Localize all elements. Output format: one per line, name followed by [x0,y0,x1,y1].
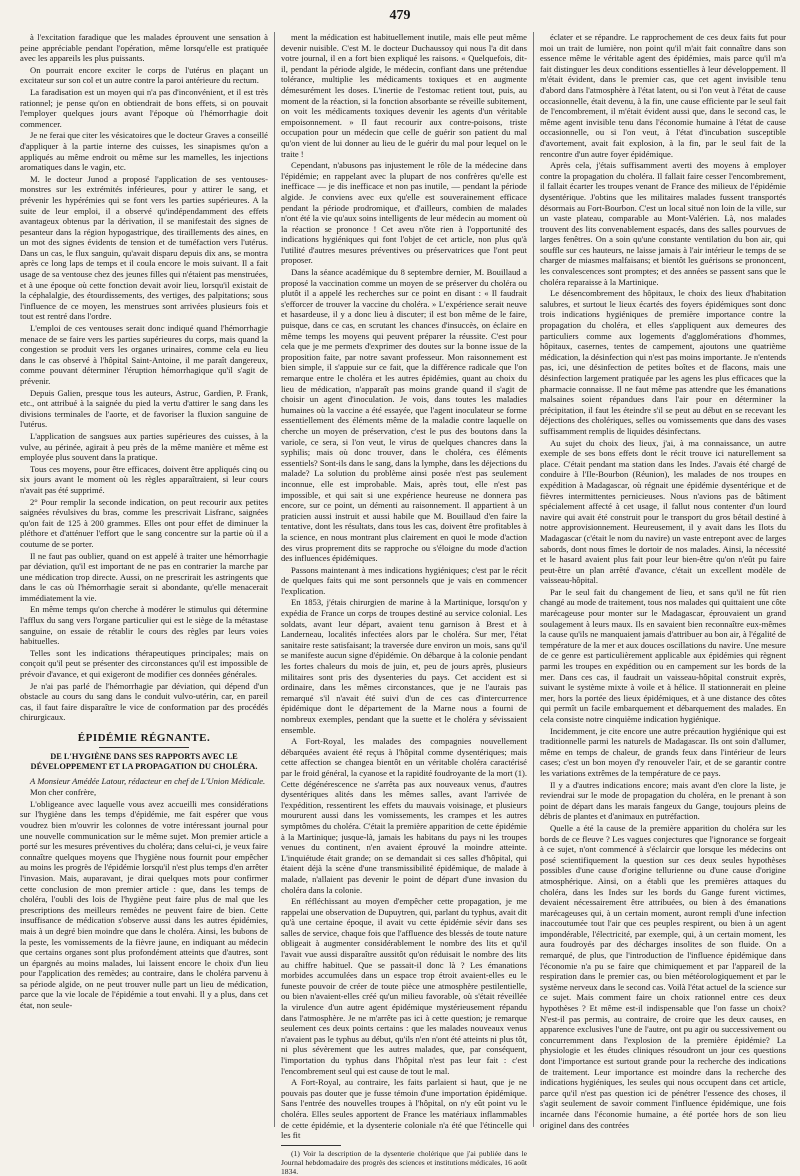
footnote-divider [281,1145,341,1146]
paragraph: A Fort-Royal, au contraire, les faits parlaient si haut, que je ne pouvais pas douter que je fusse témoin d'une importation épidémique. Sans l'entrée des nouvelles troupes à l'hôpital, on n'y eût point vu le choléra. Elles seules apportent de France les matériaux inflammables de cette épidémie, et la dysenterie coloniale n'a été que l'étincelle qui les fit [281,1077,527,1141]
paragraph: L'obligeance avec laquelle vous avez accueilli mes considérations sur l'hygiène dans les temps d'épidémie, me fait espérer que vous voudrez bien m'ouvrir les colonnes de votre intéressant journal pour une nouvelle communication sur le même sujet. Mon premier article a porté sur les mesures préventives du choléra; dans celui-ci, je veux faire connaître quelques moyens que l'hygiène nous fournit pour empêcher au moins les progrès de l'épidémie lorsqu'il n'est plus temps d'en arrêter l'invasion. Mais, auparavant, je dirai quelques mots pour confirmer cette conclusion de mon premier article : que, dans les temps de choléra, l'oubli des lois de l'hygiène peut faire plus de mal que les prescriptions des meilleurs remèdes ne peuvent faire de bien. Cette insuffisance de médication s'observe aussi dans les autres épidémies, mais à un degré bien moindre que dans le choléra. Ainsi, les bubons de la peste, les vomissements de la fièvre jaune, en indiquant au médecin que certains organes sont plus profondément atteints que d'autres, sont un épargnés au moins malades, lui laissent encore le choix d'un lieu pour l'application des remèdes; au contraire, dans le choléra parvenu à sa période algide, on ne peut trouver nulle part un lieu de médication, parce que la vie locale de l'épidémie a tout envahi. Il y a plus, dans cet état, non seule- [20,798,268,1011]
right-paragraphs [540,32,786,1130]
paragraph: Au sujet du choix des lieux, j'ai, à ma connaissance, un autre exemple de ses bons effets dont le récit trouve ici naturellement sa place. C'était pendant ma station dans les Indes. J'avais été chargé de conduire à l'Ile-Bourbon (Réunion), les malades de nos troupes en expédition à Madagascar, où régnait une épidémie dysentérique et de fièvres intermittentes pernicieuses. Nous n'avions pas de bâtiment spécialement affecté à cet usage, il fallut nous contenter d'un lourd navire qui avait été construit pour le transport du gros bétail destiné à notre approvisionnement. Heureusement, il y avait dans les Ilots du Madagascar (c'était le nom du navire) un vaste entrepont avec de larges sabords, dont nous fîmes le dortoir de nos malades. Ainsi, la nécessité et le hasard avaient plus fait pour leur bien-être qu'on n'eût pu faire peut-être un plan arrêté d'avance, c'était un excellent modèle de vaisseau-hôpital. [540,437,786,586]
page-number: 479 [389,8,411,23]
column-divider [274,32,275,1127]
salutation: Mon cher confrère, [30,787,97,798]
paragraph: Dans la séance académique du 8 septembre dernier, M. Bouillaud a proposé la vaccination comme un moyen de se préserver du choléra ou plutôt il a appelé les recherches sur ce point en disant : « Il faudrait s'efforcer de trouver la vaccine du choléra. » L'expérience serait neuve et hasardeuse, il y a donc lieu à discuter; il est bon même de le faire, puisque, dans ce cas, en scrutant les chances d'insuccès, on éclaire en même temps les moyens qui peuvent préparer la réussite. C'est pour cela que je me permets d'exprimer des doutes sur la bonne issue de la proposition faite, par notre savant professeur. Mon raisonnement est bien simple, il s'appuie sur ce fait, que la différence radicale que l'on remarque entre le choléra et les autres épidémies, quant au choix du lieu de médication, n'apparaît pas moins grande quand il s'agit de choisir un agent d'inoculation. Je vois, dans toutes les maladies humaines où la vaccine a été essayée, que l'agent inoculateur se forme essentiellement des éléments même de la maladie contre laquelle on cherche un moyen de préservation, c'est le pus des boutons dans la variole, ce sera, si l'on veut, le virus de quelques chancres dans la syphilis; mais où donc trouver, dans le choléra, ces éléments essentiels? Sont-ils dans le sang, dans la lymphe, dans les déjections du malade? La solution du problème ainsi posée n'est pas seulement inconnue, elle est improbable. Mais, après tout, elle n'est pas impossible, et qui sait si une expérience heureuse ne donnera pas encore, sur ce point, un démenti au raisonnement. Il appartient à un praticien aussi instruit et aussi habile que M. Bouillaud d'en faire la tentative, dont les résultats, dans tous les cas, doivent être profitables à la science, en nous montrant plus clairement en quoi le mode d'action des virus proprement dits se rapproche ou s'éloigne du mode d'action des influences épidémiques. [281,267,527,564]
paragraph: En 1853, j'étais chirurgien de marine à la Martinique, lorsqu'on y expédia de France un corps de troupes destiné au service colonial. Les soldats, avant leur départ, avaient tenu garnison à Brest et à Landerneau, localités infectées alors par le choléra. Sur mer, l'état sanitaire reste satisfaisant; la traversée dure environ un mois, sans qu'il se manifeste aucun signe d'épidémie. On débarque à la colonie pendant les fortes chaleurs du mois de juin, et, peu de jours après, plusieurs militaires sont pris des dysenteries du pays. Cet accident est si ordinaire, dans les mêmes circonstances, que je ne l'aurais pas remarqué s'il n'avait été suivi d'un de ces cas d'intercurrence épidémique dont le département de la Marne nous a fourni de nombreux exemples, pendant que la suette et le choléra y sévissaient ensemble. [281,597,527,735]
paragraph: éclater et se répandre. Le rapprochement de ces deux faits fut pour moi un trait de lumière, non point qu'il m'ait fait connaître dans son essence même le véritable agent des épidémies, mais parce qu'il m'a fait distinguer les deux conditions essentielles à leur développement. Il m'était évident, dans le premier cas, que cet agent invisible tenu d'abord dans l'atmosphère à l'état latent, ou si l'on veut à l'état de cause occasionnelle, était devenu, à la fin, une cause efficiente par le seul fait de l'encombrement, il m'était évident aussi que, dans le second cas, le même agent invisible tenu dans l'économie humaine à l'état de cause occasionnelle, ou si l'on veut, à l'état d'incubation susceptible d'avortement, avait fait explosion, à la fin, par le seul fait de la rencontre d'un autre foyer épidémique. [540,32,786,159]
paragraph: ment la médication est habituellement inutile, mais elle peut même devenir nuisible. C'est M. le docteur Duchaussoy qui nous l'a dit dans votre journal, il en a fort bien expliqué les raisons. « Quelquefois, dit-il, pendant la période algide, le médecin, confiant dans une prétendue tolérance, multiplie les médicaments toxiques et en augmente démesurément les doses. L'inertie de l'estomac retient tout, puis, au moment de la réaction, si la fonction absorbante se réveille subitement, on voit les médicaments toxiques devenir les agents d'un véritable empoisonnement. » Il faut recourir aux contre-poisons, triste occupation pour un médecin que celle de guérir son patient du mal qu'on vient de lui donner au lieu de le guérir du mal pour lequel on le traite ! [281,32,527,159]
paragraph: Il ne faut pas oublier, quand on est appelé à traiter une hémorrhagie par déviation, qu'il est important de ne pas en contrarier la marche par une médication trop directe. Aussi, on ne prescrirait les astringents que dans le cas où l'hémorrhagie serait si abondante, qu'elle menacerait immédiatement la vie. [20,550,268,603]
paragraph: En réfléchissant au moyen d'empêcher cette propagation, je me rappelai une observation de Dupuytren, qui, parlant du typhus, avait dit qu'à une certaine époque, il avait vu cette épidémie sévir dans ses salles de service, chaque fois que l'affluence des blessés de toute nature obligeait à augmenter considérablement le nombre des lits et qu'il l'avait vue aussi disparaître aussitôt qu'on réduisait le nombre des lits au chiffre habituel. Que se passait-il donc là ? Les émanations morbides accumulées dans un espace trop étroit avaient-elles eu le funeste pouvoir de créer de toute pièce une atmosphère pestilentielle, ou bien n'avaient-elles créé qu'un milieu favorable, où s'était réveillée la virulence d'un autre agent épidémique mystérieusement répandu dans l'atmosphère. Je ne m'arrête pas ici à cette question; je remarque seulement ces deux points certains : que les malades nouveaux venus n'avaient pas le typhus au début, qu'ils n'en n'ont été atteints ni plus tôt, ni plus sévèrement que les autres malades, que, par conséquent, l'importation du typhus dans l'hôpital n'est pas leur fait : c'est l'encombrement seul qui est cause de tout le mal. [281,896,527,1076]
paragraph: Telles sont les indications thérapeutiques principales; mais on conçoit qu'il peut se présenter des circonstances qu'il est impossible de prévoir d'avance, et qui exigeront de modifier ces données générales. [20,647,268,680]
paragraph: L'application de sangsues aux parties supérieures des cuisses, à la vulve, au périnée, agirait à peu près de la même manière et même est employée plus souvent dans la pratique. [20,430,268,463]
paragraph: Cependant, n'abusons pas injustement le rôle de la médecine dans l'épidémie; en rappelant avec la plupart de nos confrères qu'elle est inefficace — je dis inefficace et non pas inutile, — pendant la période algide. Je conviens avec eux qu'elle est souverainement efficace pendant la période prodromique, et d'ailleurs, combien de malades n'ont été la vie qu'aux soins intelligents de leur médecin au moment où la réaction se prononce ! Cet aveu n'ôte rien à l'opportunité des indications hygiéniques qui font l'objet de cet article, non plus qu'à l'utilité d'autres mesures préventives ou préservatrices que l'ont peut proposer. [281,160,527,266]
paragraph: Quelle a été la cause de la première apparition du choléra sur les bords de ce fleuve ? Les vagues conjectures que l'ignorance se forgeait à ce sujet, n'ont commencé à s'éclaircir que lorsque les médecins ont posé scientifiquement la question sur ces deux seules hypothèses possibles d'une cause d'origine tellurienne ou d'une cause d'origine atmosphérique. Ainsi, on a établi que les premières attaques du choléra, dans les Indes sur les bords du Gange furent victimes, devaient nécessairement être attribuées, ou bien à des émanations marécageuses qui, à un certain moment, auront rempli d'une infection inaccoutumée tout l'air que ces peuples respirent, ou bien à un agent impondérable, l'électricité, par exemple, qui, à un certain moment, les aura foudroyés par des décharges insolites de son fluide. On a remarqué, de plus, que l'introduction de l'influence épidémique dans l'économie n'a pu se faire que chimiquement et par l'appareil de la respiration dans le premier cas, ou bien météorologiquement et par le système nerveux dans le second cas. Voilà l'état actuel de la science sur ce sujet. Mais comment faire un choix rationnel entre ces deux hypothèses ? Et même est-il indispensable que l'on fasse un choix? N'est-il pas permis, au contraire, de croire que les deux causes, en apparence exclusives l'une de l'autre, ont pu agir ou successivement ou concurremment dans l'explosion de la première épidémie? La physiologie et les études cliniques résoudront un jour ces questions dont l'importance est surtout grande pour la recherche des indications de traitement. Leur importance est moindre dans la recherche des indications hygiéniques, les seules qui nous occupent dans cet article, parce qu'il n'est pas question ici de pénétrer l'essence des choses, il s'agit seulement de savoir comment l'influence épidémique, une fois incarnée dans l'économie humaine, a été portée hors de son lieu originel dans des contrées [540,822,786,1130]
paragraph: On pourrait encore exciter le corps de l'utérus en plaçant un excitateur sur son col et un autre contre la paroi antérieure du rectum. [20,64,268,86]
left-paragraphs [20,32,268,723]
article-address: A Monsieur Amédée Latour, rédacteur en chef de L'Union Médicale. [30,775,266,786]
paragraph: Par le seul fait du changement de lieu, et sans qu'il ne fût rien changé au mode de traitement, tous nos malades qui quittaient une côte marécageuse pour monter sur le Madagascar, éprouvaient un grand soulagement à leurs maux. Ils en savaient bien reconnaître eux-mêmes la cause qu'ils ne manquaient jamais d'attribuer au bon air, à l'égalité de température de la mer et aux douces oscillations du navire. Une mesure de ce genre est particulièrement applicable aux épidémies qui règnent parmi les troupes en expédition ou en campement sur les bords de la mer. Dans ces cas, il faudrait un vaisseau-hôpital construit exprès, suivant le système mixte à voile et à hélice. Il stationnerait en pleine mer, hors la portée des lieux épidémiques, et à une distance des côtes qui permît un facile embarquement et débarquement des malades. En cela consiste notre cinquième indication hygiénique. [540,586,786,724]
paragraph: Je n'ai pas parlé de l'hémorrhagie par déviation, qui dépend d'un obstacle au cours du sang dans le conduit vulvo-utérin, car, en pareil cas, il faut faire disparaître le vice de conformation par des procédés chirurgicaux. [20,680,268,723]
paragraph: Je ne ferai que citer les vésicatoires que le docteur Graves a conseillé d'appliquer à la partie interne des cuisses, les sinapismes qu'on a appliqués au même endroit ou même sur les mamelles, les injections aromatiques dans le vagin, etc. [20,130,268,173]
right-column [540,32,786,1130]
paragraph: Le désencombrement des hôpitaux, le choix des lieux d'habitation salubres, et surtout le lieux écartés des foyers épidémiques sont donc trois indications hygiéniques de première importance contre la propagation du choléra, et elles s'appliquent aux demeures des particuliers comme aux logements d'agglomérations d'hommes, hôpitaux, casernes, tentes de campement, ajoutons une quatrième médication, la désinfection qui n'est pas moins importante. Je n'entends pas, ici, une désinfection de petites boîtes et de flacons, mais une désinfection largement pratiquée par les agens les plus efficaces que la pharmacie connaisse. Il ne faut même pas attendre que les émanations malsaines soient répandues dans l'air pour en déterminer la précipitation, il faut les éteindre s'il se peut au début en se recevant les déjections des cholériques, selles ou vomissements que dans des vases suffisamment remplis de liquides désinfectans. [540,288,786,436]
paragraph: A Fort-Royal, les malades des compagnies nouvellement débarquées avaient été reçus à l'hôpital comme dysentériques; mais cette affection se changea bientôt en un véritable choléra caractérisé par le froid général, la cyanose et la rapidité foudroyante de la mort (1). Cette dégénérescence ne s'arrêta pas aux nouveaux venus, d'autres dysentériques alités dans les mêmes salles, avant l'arrivée de l'expédition, ressentirent les effets du mauvais voisinage, et plusieurs moururent aussi dans les vomissements, les crampes et les autres symptômes du choléra. C'était la première apparition de cette épidémie à la Martinique; jusque-là, jamais les habitans du pays ni les troupes venues du continent, n'en avaient éprouvé la moindre atteinte. L'inquiétude était grande; on se demandait si ces salles d'hôpital, qui étaient déjà la scène d'une transmissibilité épidémique, de malade à malade, n'allaient pas devenir le point de départ d'une invasion du choléra dans la colonie. [281,736,528,895]
footnote: (1) Voir la description de la dysenterie cholérique que j'ai publiée dans le Journal hebdomadaire des progrès des sciences et institutions médicales, 16 août 1834. [281,1148,527,1176]
paragraph: En même temps qu'on cherche à modérer le stimulus qui détermine l'afflux du sang vers l'organe particulier qui est le siège de la métastase sanguine, on essaie de rétablir le cours des règles par leurs voies habituelles. [20,604,268,647]
paragraph: Passons maintenant à mes indications hygiéniques; c'est par le récit de quelques faits qui me sont personnels que je vais en commencer l'explication. [281,564,527,596]
paragraph: Tous ces moyens, pour être efficaces, doivent être appliqués cinq ou six jours avant le moment où les règles apparaîtraient, si leur cours n'avait pas été supprimé. [20,463,268,495]
paragraph: Il y a d'autres indications encore; mais avant d'en clore la liste, je reviendrai sur le mode de propagation du choléra, en le prenant à son point de départ dans les marais fangeux du Gange, toujours pleins de débris de plantes et d'animaux en putréfaction. [540,779,786,822]
paragraph: Après cela, j'étais suffisamment averti des moyens à employer contre la propagation du choléra. Il fallait faire cesser l'encombrement, il fallait écarter les troupes venant de France des milieux de l'épidémie dysentérique. J'obtins que les militaires malades fussent transportés désormais au Fort-Bourbon. C'est un local situé non loin de la ville, sur un vaste plateau, comparable au Mont-Valérien. Là, nos malades trouvent des lits convenablement espacés, dans des salles pourvues de larges fenêtres. On a soin qu'une constante ventilation du bon air, qui souffle sur ces hauteurs, ne laisse jamais à l'air intérieur le temps de se charger de miasmes malfaisans; et bientôt les guérisons se prononcent, les convalescences sont promptes; et des années se passent sans que le choléra reparaisse à la Martinique. [540,160,786,287]
article-body [20,799,268,1011]
paragraph: Incidemment, je cite encore une autre précaution hygiénique qui est traditionnelle parmi les naturels de Madagascar. Ils ont soin d'allumer, même en temps de chaleur, de grands feux dans l'intérieur de leurs cases; c'est un bon moyen d'y renouveler l'air, et de se garantir contre les variations extrêmes de la température de ce pays. [540,725,786,778]
paragraph: L'emploi de ces ventouses serait donc indiqué quand l'hémorrhagie menace de se faire vers les parties supérieures du corps, mais quand la congestion se produit vers les organes urinaires, comme cela eu lieu dans le cas observé à l'hôpital Saint-Antoine, il me paraît dangereux, comme pouvant déterminer l'éruption hémorrhagique qu'il s'agit de prévenir. [20,323,268,386]
paragraph: M. le docteur Junod a proposé l'application de ses ventouses-monstres sur les extrémités inférieures, pour y attirer le sang, et prévenir les hypérémies qui se font vers les parties supérieures. A la suite de leur emploi, il a observé qu'indépendamment des effets avantageux obtenus par la dérivation, il se manifestait des signes de pesanteur dans la région hypogastrique, des tiraillements des aines, en un mot des signes évidents de tension et de tuméfaction vers l'utérus. Dans un cas, le flux sanguin, qu'avait disparu depuis dix ans, se montra après ce long laps de temps et il coula encore le mois suivant. Il a fait usage de sa ventouse chez des jeunes filles qui n'étaient pas menstruées, et à une époque où cette fonction devait avoir lieu, lorsqu'il existait de la céphalalgie, des étourdissements, des vertiges, des palpitations; sous l'influence de ce moyen, les menstrues sont arrivées plusieurs fois et tout est rentré dans l'ordre. [20,173,268,322]
column-divider [533,32,534,1127]
middle-column [281,32,528,1176]
paragraph: à l'excitation faradique que les malades éprouvent une sensation à peine appréciable pendant l'opération, même lorsqu'elle est pratiquée avec les appareils les plus puissants. [20,32,268,64]
middle-paragraphs [281,32,527,1141]
paragraph: 2° Pour remplir la seconde indication, on peut recourir aux petites saignées révulsives du bras, comme les prescrivait Lisfranc, saignées qu'on fait de 125 à 200 grammes. Elles ont pour effet de diminuer la pléthore et d'atténuer l'effort que le sang concentre sur la partie où il a coutume de se porter. [20,496,268,549]
paragraph: La faradisation est un moyen qui n'a pas d'inconvénient, et il est très rationnel; je pense qu'on en obtiendrait de bons effets, si on pouvait l'employer quelques jours avant l'époque où l'hémorrhagie doit commencer. [20,86,268,129]
paragraph: Depuis Galien, presque tous les auteurs, Astruc, Gardien, P. Frank, etc., ont attribué à la saignée du pied la vertu d'attirer le sang dans les divisions terminales de l'aorte, et de favoriser la fluxion sanguine de l'utérus. [20,387,268,430]
article-title: DE L'HYGIÈNE DANS SES RAPPORTS AVEC LE DÉVELOPPEMENT ET LA PROPAGATION DU CHOLÉRA. [30,751,258,771]
left-column [20,32,268,1127]
section-title: ÉPIDÉMIE RÉGNANTE. [20,733,268,748]
